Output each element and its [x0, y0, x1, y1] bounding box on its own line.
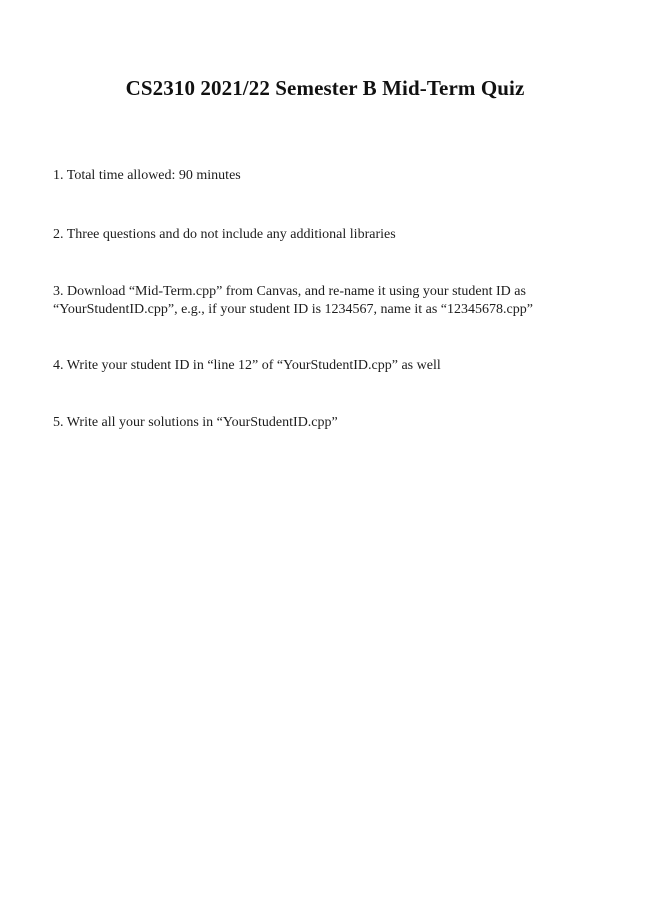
instruction-item-time-allowed	[53, 167, 613, 185]
instruction-text-line-2: “YourStudentID.cpp”, e.g., if your student ID is 1234567, name it as “12345678.cpp”	[53, 302, 533, 317]
instruction-text: 1. Total time allowed: 90 minutes	[53, 168, 241, 183]
instruction-text-line-1: 3. Download “Mid-Term.cpp” from Canvas, and re-name it using your student ID as	[53, 284, 526, 299]
instruction-item-student-id	[53, 357, 613, 375]
instruction-text: 5. Write all your solutions in “YourStudentID.cpp”	[53, 415, 338, 430]
instruction-text: 2. Three questions and do not include any additional libraries	[53, 227, 396, 242]
instruction-item-questions	[53, 226, 613, 244]
page-title: CS2310 2021/22 Semester B Mid-Term Quiz	[125, 76, 525, 100]
instruction-text: 4. Write your student ID in “line 12” of “YourStudentID.cpp” as well	[53, 358, 441, 373]
instruction-item-solutions	[53, 414, 613, 432]
instruction-item-download	[53, 283, 613, 319]
